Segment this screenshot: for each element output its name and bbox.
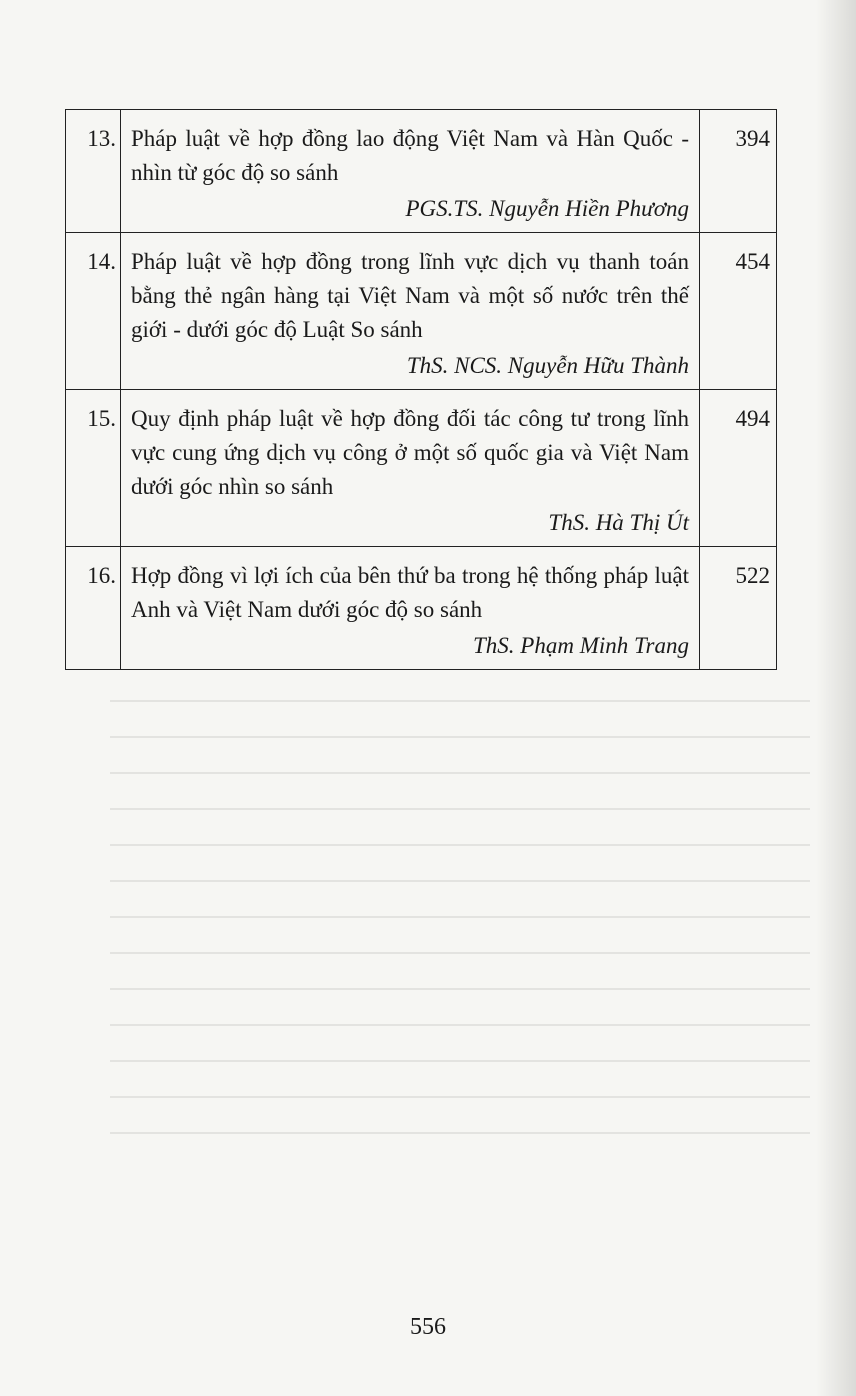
toc-row [66,547,777,670]
entry-cell [121,110,700,233]
entry-page: 454 [700,233,777,390]
entry-page: 522 [700,547,777,670]
entry-number: 14. [66,233,121,390]
entry-number: 16. [66,547,121,670]
bleed-through-decoration [110,700,810,1260]
entry-page: 494 [700,390,777,547]
entry-number: 15. [66,390,121,547]
entry-title: Pháp luật về hợp đồng lao động Việt Nam và Hàn Quốc - nhìn từ góc độ so sánh [131,126,689,185]
entry-title: Pháp luật về hợp đồng trong lĩnh vực dịch vụ thanh toán bằng thẻ ngân hàng tại Việt Nam và một số nước trên thế giới - dưới góc độ Luật So sánh [131,249,689,342]
entry-author: ThS. NCS. Nguyễn Hữu Thành [406,353,689,378]
toc-row [66,110,777,233]
toc-row [66,390,777,547]
entry-title: Hợp đồng vì lợi ích của bên thứ ba trong hệ thống pháp luật Anh và Việt Nam dưới góc độ so sánh [131,563,689,622]
page-number: 556 [410,1314,446,1340]
page-edge-shadow [816,0,856,1396]
entry-author: ThS. Phạm Minh Trang [473,633,689,658]
entry-cell [121,390,700,547]
entry-title: Quy định pháp luật về hợp đồng đối tác công tư trong lĩnh vực cung ứng dịch vụ công ở một số quốc gia và Việt Nam dưới góc nhìn so sánh [131,406,689,499]
entry-cell [121,547,700,670]
entry-author: ThS. Hà Thị Út [548,510,689,535]
table-of-contents [65,109,777,670]
toc-row [66,233,777,390]
entry-number: 13. [66,110,121,233]
entry-page: 394 [700,110,777,233]
entry-cell [121,233,700,390]
entry-author: PGS.TS. Nguyễn Hiền Phương [405,196,689,221]
